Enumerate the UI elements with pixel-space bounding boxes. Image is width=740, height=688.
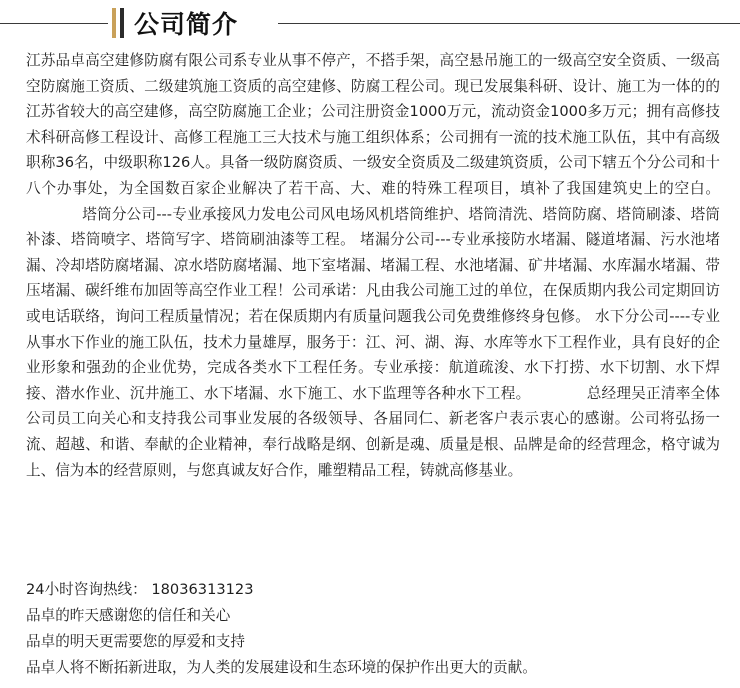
page-title: 公司简介: [134, 10, 239, 39]
gold-accent-bar: [112, 8, 116, 38]
hotline-text: 24小时咨询热线： 18036313123: [26, 581, 254, 598]
intro-paragraph-thanks: 总经理吴正清率全体公司员工向关心和支持我公司事业发展的各级领导、各届同仁、新老客户表示衷心的感谢。公司将弘扬一流、超越、和谐、奉献的企业精神，奉行战略是纲、创新是魂、质量是根、品牌是命的经营理念，格守诚为上、信为本的经营原则，与您真诚友好合作，雕塑精品工程，铸就高修基业。: [26, 384, 720, 479]
section-header: [0, 0, 740, 46]
slogan-line-2: 品卓的明天更需要您的厚爱和支持: [26, 633, 245, 650]
slogan-line-3: 品卓人将不断拓新进取，为人类的发展建设和生态环境的保护作出更大的贡献。: [26, 659, 537, 676]
company-introduction: [26, 48, 720, 483]
header-title-box: [108, 4, 278, 42]
intro-paragraph-main: 江苏品卓高空建修防腐有限公司系专业从事不停产，不搭手架，高空悬吊施工的一级高空安全资质、一级高空防腐施工资质、二级建筑施工资质的高空建修、防腐工程公司。现已发展集科研、设计、施工为一体的的江苏省较大的高空建修，高空防腐施工企业；公司注册资金1000万元，流动资金1000多万元；拥有高修技术科研高修工程设计、高修工程施工三大技术与施工组织体系；公司拥有一流的技术施工队伍，其中有高级职称36名，中级职称126人。具备一级防腐资质、一级安全资质及二级建筑资质，公司下辖五个分公司和十八个办事处，为全国数百家企业解决了若干高、大、难的特殊工程项目，填补了我国建筑史上的空白。: [26, 52, 720, 197]
intro-paragraph-leak: 堵漏分公司---专业承接防水堵漏、隧道堵漏、污水池堵漏、冷却塔防腐堵漏、凉水塔防腐堵漏、地下室堵漏、堵漏工程、水池堵漏、矿井堵漏、水库漏水堵漏、带压堵漏、碳纤维布加固等高空作业工程！公司承诺：凡由我公司施工过的单位，在保质期内我公司定期回访或电话联络，询问工程质量情况；若在保质期内有质量问题我公司免费维修终身包修。: [26, 231, 720, 325]
intro-paragraph-tower: 塔筒分公司---专业承接风力发电公司风电场风机塔筒维护、塔筒清洗、塔筒防腐、塔筒刷漆、塔筒补漆、塔筒喷字、塔筒写字、塔筒刷油漆等工程。: [26, 205, 720, 249]
intro-paragraph-underwater: 水下分公司----专业从事水下作业的施工队伍，技术力量雄厚，服务于：江、河、湖、海、水库等水下工程作业，具有良好的企业形象和强劲的企业优势，完成各类水下工程任务。专业承接：航道疏浚、水下打捞、水下切割、水下焊接、潜水作业、沉井施工、水下堵漏、水下施工、水下监理等各种水下工程。: [26, 307, 720, 402]
dark-accent-bar: [120, 8, 124, 38]
slogan-line-1: 品卓的昨天感谢您的信任和关心: [26, 607, 231, 624]
contact-footer: [26, 577, 720, 681]
